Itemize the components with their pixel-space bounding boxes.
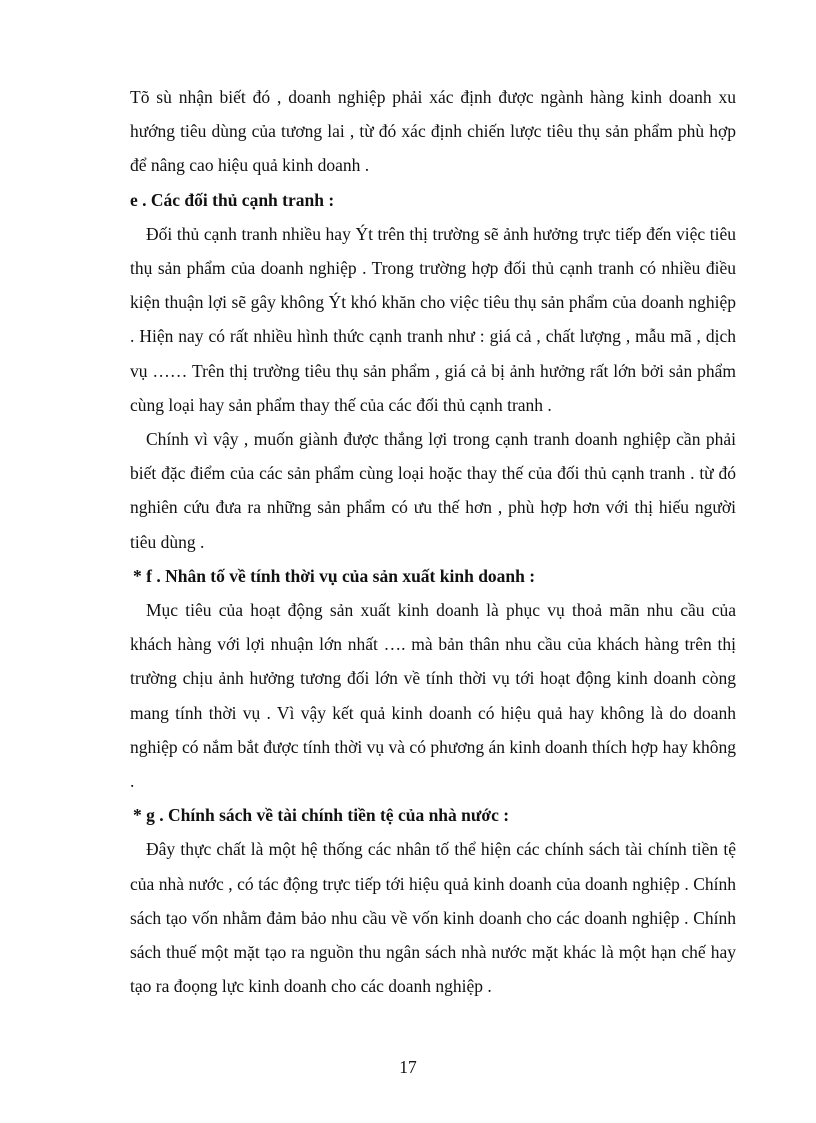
heading-competitors: e . Các đối thủ cạnh tranh :	[130, 189, 335, 210]
paragraph-intro: Tõ sù nhận biết đó , doanh nghiệp phải xác định được ngành hàng kinh doanh xu hướng tiêu dùng của tương lai , từ đó xác định chiến lược tiêu thụ sản phẩm phù hợp để nâng cao hiệu quả kinh doanh .	[130, 87, 736, 176]
paragraph-competitors: Đối thủ cạnh tranh nhiều hay Ýt trên thị trường sẽ ảnh hưởng trực tiếp đến việc tiêu thụ sản phẩm của doanh nghiệp . Trong trường hợp đối thủ cạnh tranh có nhiều điều kiện thuận lợi sẽ gây không Ýt khó khăn cho việc tiêu thụ sản phẩm của doanh nghiệp . Hiện nay có rất nhiều hình thức cạnh tranh như : giá cả , chất lượng , mẫu mã , dịch vụ …… Trên thị trường tiêu thụ sản phẩm , giá cả bị ảnh hưởng rất lớn bởi sản phẩm cùng loại hay sản phẩm thay thế của các đối thủ cạnh tranh .	[130, 223, 736, 415]
paragraph-competitive-strategy: Chính vì vậy , muốn giành được thắng lợi trong cạnh tranh doanh nghiệp cần phải biết đặc điểm của các sản phẩm cùng loại hoặc thay thế của đối thủ cạnh tranh . từ đó nghiên cứu đưa ra những sản phẩm có ưu thế hơn , phù hợp hơn với thị hiếu người tiêu dùng .	[130, 429, 736, 552]
heading-seasonality: * f . Nhân tố về tính thời vụ của sản xuất kinh doanh :	[133, 565, 536, 586]
page-body	[130, 80, 736, 1003]
paragraph-seasonality: Mục tiêu của hoạt động sản xuất kinh doanh là phục vụ thoả mãn nhu cầu của khách hàng với lợi nhuận lớn nhất …. mà bản thân nhu cầu của khách hàng trên thị trường chịu ảnh hưởng tương đối lớn về tính thời vụ tới hoạt động kinh doanh còng mang tính thời vụ . Vì vậy kết quả kinh doanh có hiệu quả hay không là do doanh nghiệp có nắm bắt được tính thời vụ và có phương án kinh doanh thích hợp hay không .	[130, 600, 736, 792]
heading-fiscal-policy: * g . Chính sách về tài chính tiền tệ của nhà nước :	[133, 805, 510, 826]
paragraph-fiscal-policy: Đây thực chất là một hệ thống các nhân tố thể hiện các chính sách tài chính tiền tệ của nhà nước , có tác động trực tiếp tới hiệu quả kinh doanh của doanh nghiệp . Chính sách tạo vốn nhằm đảm bảo nhu cầu về vốn kinh doanh cho các doanh nghiệp . Chính sách thuế một mặt tạo ra nguồn thu ngân sách nhà nước mặt khác là một hạn chế hay tạo ra đoọng lực kinh doanh cho các doanh nghiệp .	[130, 839, 736, 997]
page-number: 17	[399, 1057, 417, 1077]
